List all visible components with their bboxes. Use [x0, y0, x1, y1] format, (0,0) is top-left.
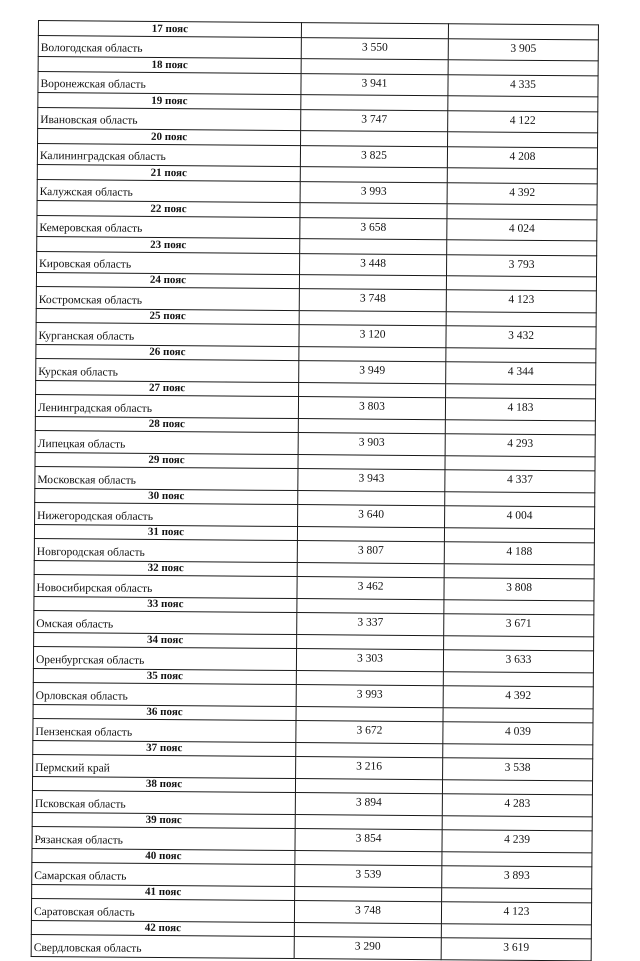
empty-cell — [296, 742, 443, 758]
value-col2: 4 122 — [448, 110, 598, 133]
region-name: Кемеровская область — [37, 215, 300, 238]
empty-cell — [300, 167, 447, 183]
value-col1: 3 303 — [296, 649, 443, 672]
empty-cell — [298, 490, 445, 506]
empty-cell — [442, 779, 592, 795]
empty-cell — [299, 382, 446, 398]
empty-cell — [295, 814, 442, 830]
zone-label: 21 пояс — [37, 164, 300, 181]
value-col2: 4 123 — [441, 902, 591, 925]
zone-label: 34 пояс — [34, 632, 297, 649]
value-col1: 3 943 — [298, 469, 445, 492]
zone-label: 29 пояс — [35, 452, 298, 469]
region-name: Липецкая область — [35, 431, 298, 454]
empty-cell — [446, 384, 596, 400]
value-col1: 3 825 — [300, 145, 447, 168]
empty-cell — [447, 240, 597, 256]
value-col1: 3 807 — [297, 541, 444, 564]
value-col2: 3 619 — [441, 938, 591, 961]
value-col1: 3 550 — [301, 37, 448, 60]
zone-label: 30 пояс — [35, 488, 298, 505]
value-col2: 4 123 — [446, 290, 596, 313]
value-col2: 4 392 — [443, 686, 593, 709]
region-name: Калужская область — [37, 179, 300, 202]
table-body — [31, 21, 598, 961]
zone-label: 19 пояс — [38, 92, 301, 109]
empty-cell — [442, 887, 592, 903]
value-col2: 4 208 — [447, 146, 597, 169]
value-col1: 3 337 — [297, 613, 444, 636]
empty-cell — [294, 922, 441, 938]
zone-label: 31 пояс — [34, 524, 297, 541]
empty-cell — [444, 527, 594, 543]
zone-label: 28 пояс — [35, 416, 298, 433]
empty-cell — [296, 670, 443, 686]
value-col1: 3 748 — [299, 289, 446, 312]
zone-label: 39 пояс — [32, 812, 295, 829]
region-name: Орловская область — [33, 683, 296, 706]
tariff-table — [31, 20, 599, 961]
empty-cell — [295, 850, 442, 866]
empty-cell — [295, 778, 442, 794]
value-col2: 4 004 — [445, 506, 595, 529]
value-col1: 3 290 — [294, 937, 441, 960]
region-name: Московская область — [35, 467, 298, 490]
empty-cell — [442, 851, 592, 867]
value-col1: 3 993 — [300, 181, 447, 204]
zone-label: 22 пояс — [37, 200, 300, 217]
zone-label: 18 пояс — [38, 56, 301, 73]
region-name: Пензенская область — [33, 719, 296, 742]
empty-cell — [297, 598, 444, 614]
value-col2: 4 335 — [448, 74, 598, 97]
zone-label: 33 пояс — [34, 596, 297, 613]
empty-cell — [445, 492, 595, 508]
region-name: Пермский край — [33, 755, 296, 778]
empty-cell — [446, 312, 596, 328]
region-name: Ленинградская область — [35, 395, 298, 418]
zone-label: 24 пояс — [36, 272, 299, 289]
region-name: Новосибирская область — [34, 575, 297, 598]
value-col2: 3 905 — [448, 38, 598, 61]
zone-label: 42 пояс — [31, 920, 294, 937]
empty-cell — [447, 168, 597, 184]
region-name: Вологодская область — [38, 35, 301, 58]
region-name: Калининградская область — [37, 143, 300, 166]
region-name: Ивановская область — [38, 107, 301, 130]
empty-cell — [446, 276, 596, 292]
value-col2: 4 183 — [445, 398, 595, 421]
value-col2: 4 293 — [445, 434, 595, 457]
region-name: Рязанская область — [32, 827, 295, 850]
region-name: Омская область — [34, 611, 297, 634]
zone-label: 26 пояс — [36, 344, 299, 361]
value-col1: 3 949 — [299, 361, 446, 384]
empty-cell — [297, 526, 444, 542]
value-col2: 4 239 — [442, 830, 592, 853]
document-page — [31, 20, 598, 961]
value-col1: 3 216 — [296, 757, 443, 780]
zone-label: 32 пояс — [34, 560, 297, 577]
empty-cell — [445, 420, 595, 436]
value-col2: 3 432 — [446, 326, 596, 349]
value-col2: 3 793 — [447, 254, 597, 277]
empty-cell — [297, 562, 444, 578]
value-col1: 3 658 — [300, 217, 447, 240]
region-name: Самарская область — [32, 863, 295, 886]
empty-cell — [299, 310, 446, 326]
value-col2: 3 893 — [442, 866, 592, 889]
empty-cell — [300, 238, 447, 254]
value-col1: 3 640 — [298, 505, 445, 528]
value-col1: 3 941 — [301, 73, 448, 96]
empty-cell — [445, 456, 595, 472]
empty-cell — [296, 706, 443, 722]
value-col2: 4 337 — [445, 470, 595, 493]
value-col2: 4 283 — [442, 794, 592, 817]
value-col2: 4 188 — [444, 542, 594, 565]
empty-cell — [441, 923, 591, 939]
empty-cell — [447, 204, 597, 220]
region-name: Саратовская область — [31, 899, 294, 922]
empty-cell — [443, 743, 593, 759]
value-col1: 3 672 — [296, 721, 443, 744]
value-col1: 3 903 — [298, 433, 445, 456]
region-name: Костромская область — [36, 287, 299, 310]
zone-label: 38 пояс — [32, 776, 295, 793]
empty-cell — [448, 132, 598, 148]
value-col1: 3 539 — [295, 865, 442, 888]
empty-cell — [443, 671, 593, 687]
region-name: Курганская область — [36, 323, 299, 346]
empty-cell — [444, 635, 594, 651]
empty-cell — [443, 707, 593, 723]
value-col2: 4 392 — [447, 182, 597, 205]
empty-cell — [444, 599, 594, 615]
empty-cell — [300, 202, 447, 218]
value-col2: 4 024 — [447, 218, 597, 241]
zone-label: 36 пояс — [33, 704, 296, 721]
table-row — [31, 935, 591, 961]
value-col1: 3 462 — [297, 577, 444, 600]
region-name: Псковская область — [32, 791, 295, 814]
value-col1: 3 120 — [299, 325, 446, 348]
value-col1: 3 747 — [301, 109, 448, 132]
value-col2: 4 039 — [443, 722, 593, 745]
region-name: Воронежская область — [38, 71, 301, 94]
empty-cell — [301, 23, 448, 39]
empty-cell — [442, 815, 592, 831]
empty-cell — [301, 59, 448, 75]
zone-label: 40 пояс — [32, 848, 295, 865]
region-name: Курская область — [36, 359, 299, 382]
value-col1: 3 854 — [295, 829, 442, 852]
value-col1: 3 993 — [296, 685, 443, 708]
value-col2: 3 633 — [443, 650, 593, 673]
region-name: Свердловская область — [31, 935, 294, 958]
empty-cell — [298, 454, 445, 470]
empty-cell — [448, 96, 598, 112]
empty-cell — [301, 131, 448, 147]
zone-label: 41 пояс — [32, 884, 295, 901]
zone-label: 35 пояс — [33, 668, 296, 685]
empty-cell — [448, 60, 598, 76]
region-name: Новгородская область — [34, 539, 297, 562]
zone-label: 23 пояс — [37, 236, 300, 253]
empty-cell — [448, 24, 598, 40]
empty-cell — [299, 274, 446, 290]
value-col1: 3 803 — [298, 397, 445, 420]
empty-cell — [444, 563, 594, 579]
empty-cell — [295, 886, 442, 902]
empty-cell — [298, 418, 445, 434]
empty-cell — [446, 348, 596, 364]
value-col2: 3 538 — [443, 758, 593, 781]
region-name: Кировская область — [37, 251, 300, 274]
value-col1: 3 448 — [300, 253, 447, 276]
zone-label: 17 пояс — [38, 21, 301, 38]
zone-label: 37 пояс — [33, 740, 296, 757]
zone-label: 27 пояс — [36, 380, 299, 397]
empty-cell — [301, 95, 448, 111]
region-name: Оренбургская область — [33, 647, 296, 670]
zone-label: 25 пояс — [36, 308, 299, 325]
value-col2: 3 808 — [444, 578, 594, 601]
value-col2: 3 671 — [444, 614, 594, 637]
value-col2: 4 344 — [446, 362, 596, 385]
empty-cell — [299, 346, 446, 362]
region-name: Нижегородская область — [35, 503, 298, 526]
zone-label: 20 пояс — [38, 128, 301, 145]
empty-cell — [297, 634, 444, 650]
value-col1: 3 894 — [295, 793, 442, 816]
value-col1: 3 748 — [294, 901, 441, 924]
